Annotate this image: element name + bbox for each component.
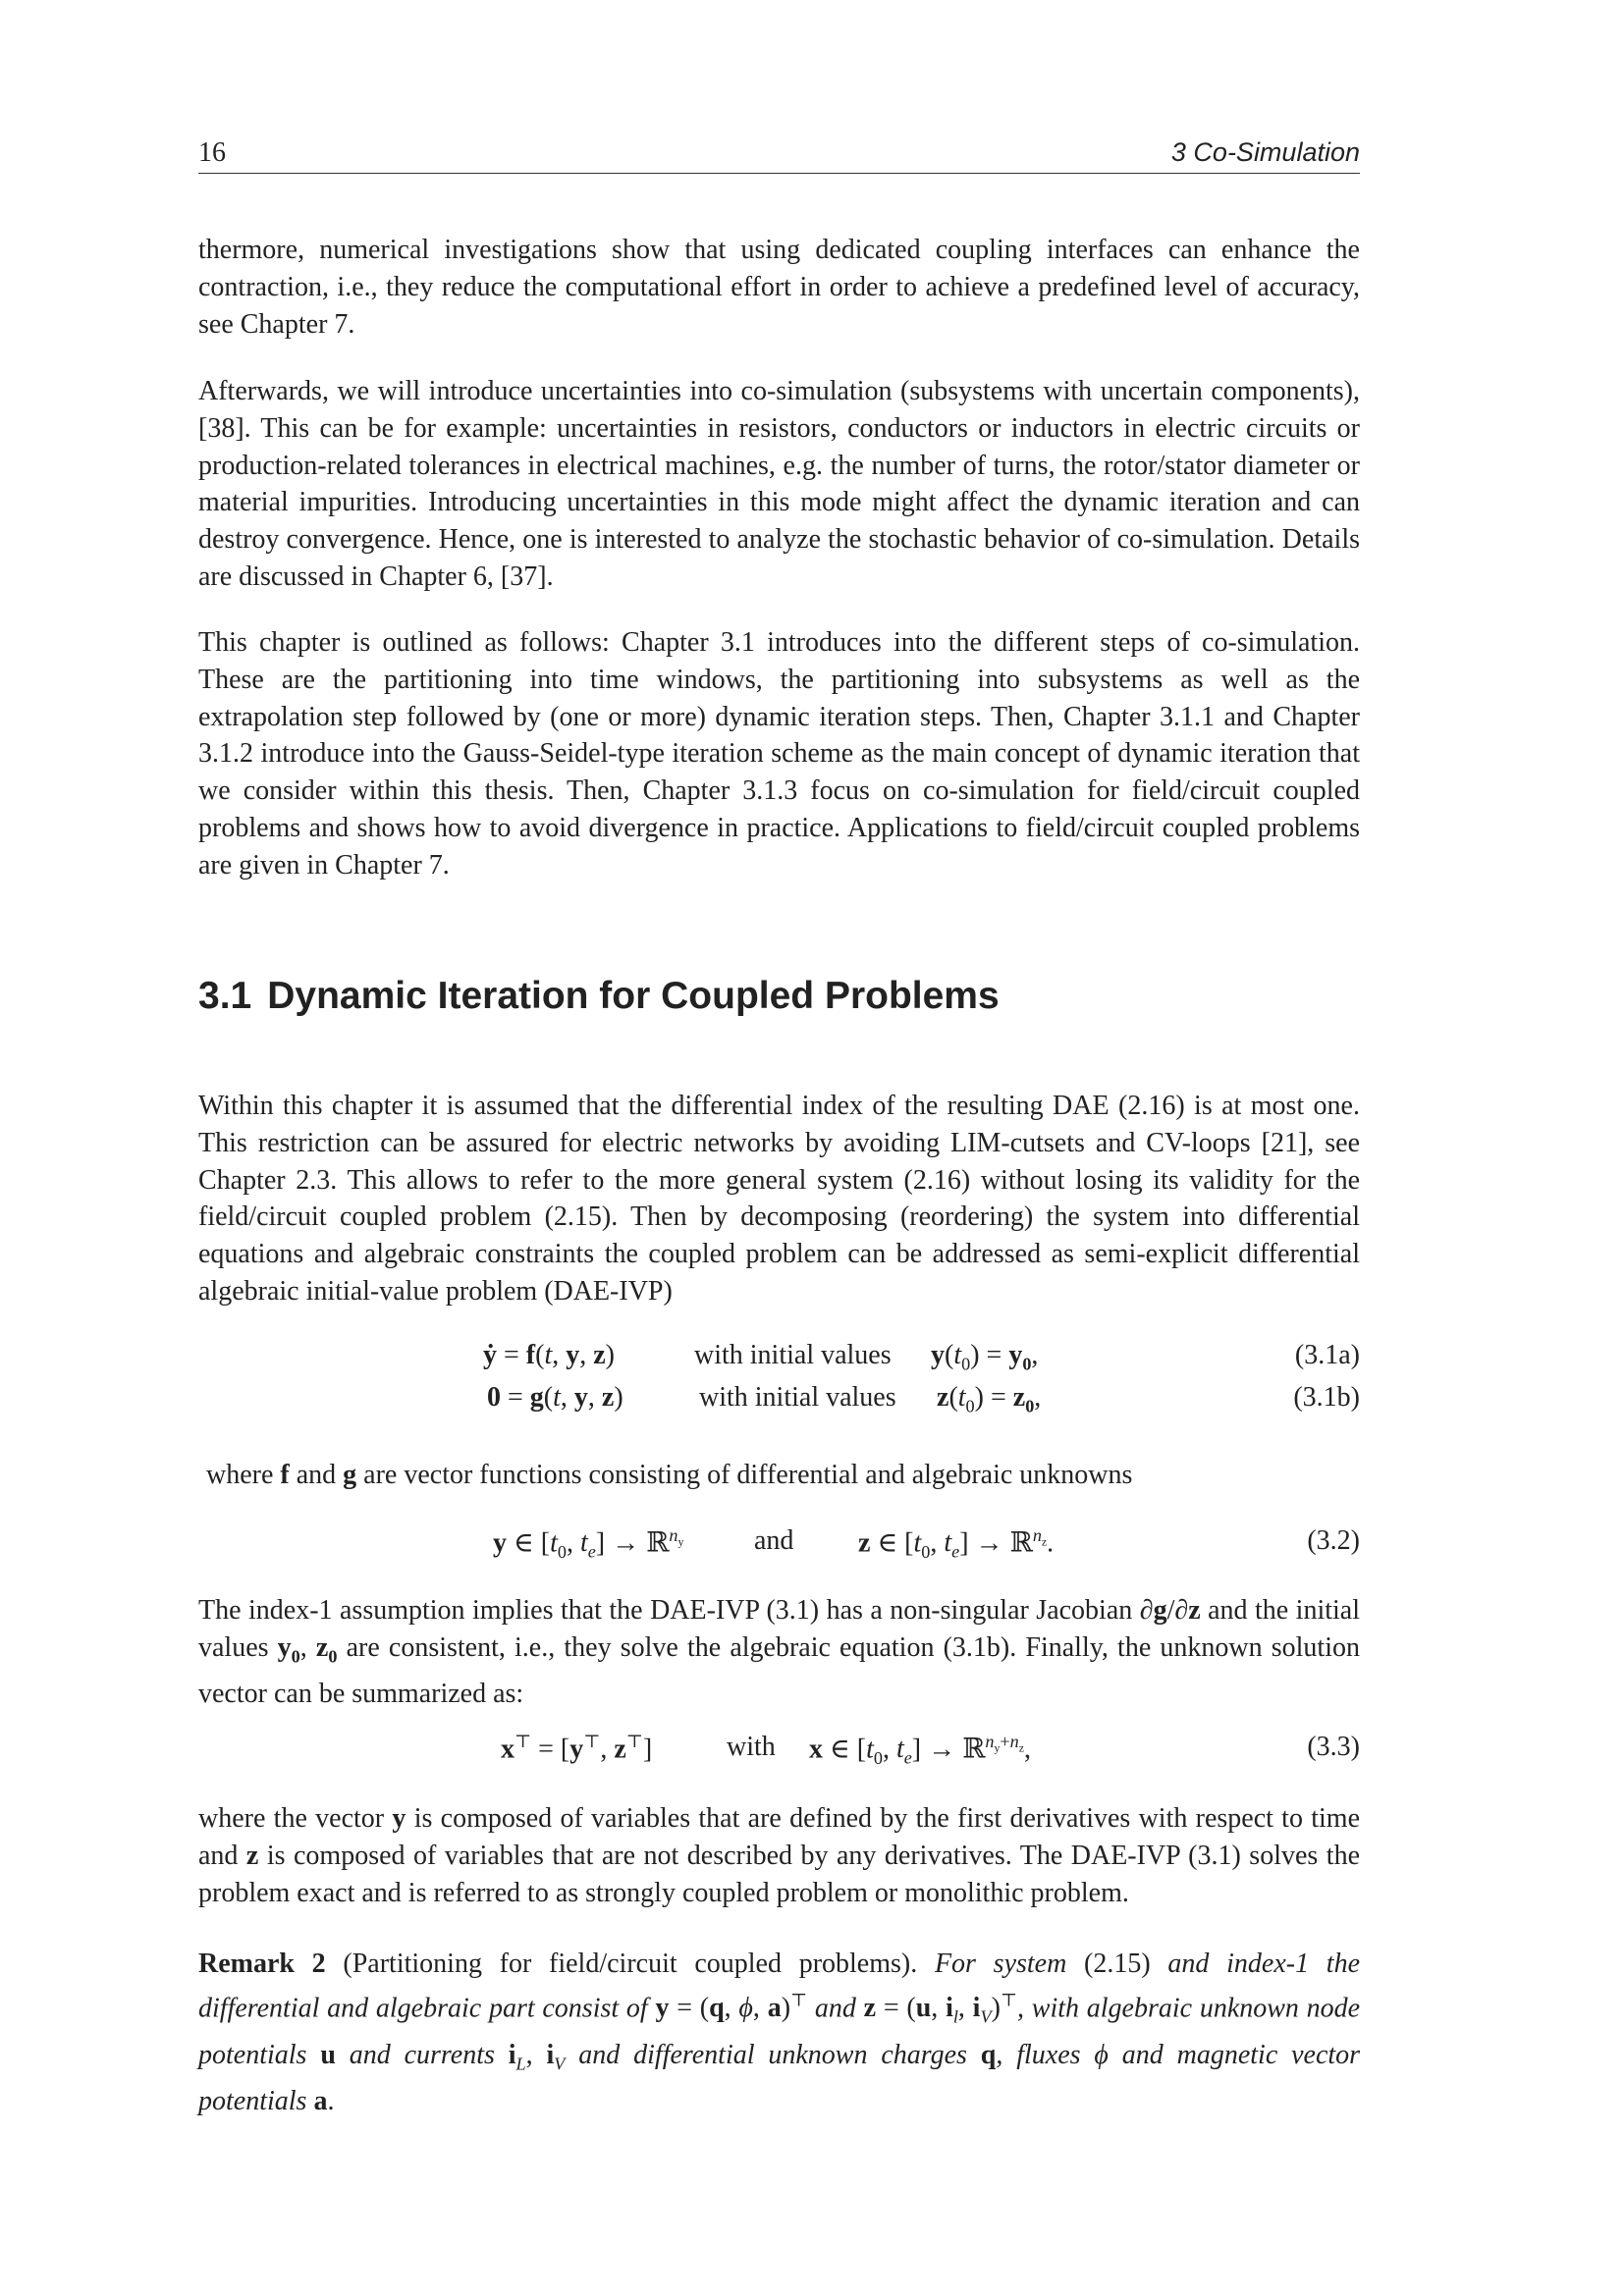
- p6-text-1: The index-1 assumption implies that the DAE-IVP (3.1) has a non-singular Jacobian: [198, 1595, 1133, 1626]
- remark-text-6: and differential unknown charges: [578, 2039, 967, 2070]
- eq-3-1b-text: with initial values: [699, 1382, 896, 1413]
- remark-text-1: For system: [934, 1949, 1067, 1979]
- remark-q: q: [980, 2039, 997, 2070]
- p5-text-1: where: [206, 1460, 274, 1490]
- eq-3-1b-tag: (3.1b): [1293, 1382, 1360, 1413]
- remark-a: a: [313, 2085, 328, 2116]
- paragraph-6: [198, 1592, 1360, 1713]
- remark-z-def: z = (u, $i_l$, $i_V)^⊤$: [863, 1990, 1018, 2027]
- eq-3-3-left: x⊤ = [y⊤, z⊤]: [501, 1732, 653, 1765]
- remark-text-7: , fluxes: [996, 2039, 1081, 2070]
- remark-phi: ϕ: [1094, 2039, 1109, 2070]
- remark-2: [198, 1946, 1360, 2120]
- equation-3-2: [198, 1525, 1360, 1565]
- p7-z: z: [245, 1840, 259, 1871]
- p5-text-2: and: [296, 1460, 337, 1490]
- p7-y: y: [392, 1803, 406, 1834]
- eq-3-2-and: and: [754, 1525, 794, 1556]
- remark-y-def: y = (q, ϕ, a)⊤: [655, 1990, 808, 2024]
- remark-text-8: and magnetic vector potentials: [198, 2039, 1361, 2116]
- remark-currents: $i_L$, $i_V$: [508, 2039, 566, 2074]
- eq-3-3-with: with: [727, 1732, 776, 1762]
- p6-text-2: and the initial values: [198, 1595, 1360, 1663]
- equation-3-3: [198, 1732, 1360, 1771]
- paragraph-5: [206, 1457, 1360, 1494]
- eq-3-2-tag: (3.2): [1307, 1525, 1360, 1556]
- p6-initial-values: $y_0$, $z_0$: [277, 1631, 338, 1667]
- eq-3-1a-tag: (3.1a): [1294, 1340, 1360, 1370]
- eq-3-1a-formula: ẏ = f(t, y, z): [483, 1340, 615, 1370]
- paragraph-1: thermore, numerical investigations show that using dedicated coupling interfaces can enhance the contraction, i.e., they reduce the computational effort in order to achieve a predefined level of accuracy, see Chapter 7.: [198, 235, 1360, 340]
- section-number: 3.1: [198, 975, 252, 1017]
- section-title-text: Dynamic Iteration for Coupled Problems: [267, 975, 1000, 1017]
- equation-3-1b: [198, 1382, 1360, 1421]
- equation-3-1a: [198, 1340, 1360, 1379]
- eq-3-1a-text: with initial values: [694, 1340, 892, 1370]
- p5-f: f: [280, 1460, 290, 1490]
- remark-ref: (2.15): [1084, 1949, 1151, 1979]
- remark-label: Remark 2: [198, 1949, 326, 1979]
- eq-3-3-tag: (3.3): [1307, 1732, 1360, 1762]
- p7-text-1: where the vector: [198, 1803, 385, 1834]
- chapter-title: 3 Co-Simulation: [1170, 137, 1360, 167]
- p5-text-3: are vector functions consisting of differential and algebraic unknowns: [363, 1460, 1133, 1490]
- p7-text-2: is composed of variables that are defined by the first derivatives with respect to time and: [198, 1803, 1361, 1871]
- page-number: 16: [198, 137, 226, 168]
- eq-3-2-right: z ∈ [$t_0$, $t_e$] → ℝ$^{n_z}$.: [858, 1525, 1055, 1562]
- eq-3-1b-formula: 0 = g(t, y, z): [487, 1382, 623, 1413]
- paragraph-4: Within this chapter it is assumed that the differential index of the resulting DAE (2.16) is at most one. This restriction can be assured for electric networks by avoiding LIM-cutsets and CV-loops [21], see Chapter 2.3. This allows to refer to the more general system (2.16) without losing its validity for the field/circuit coupled problem (2.15). Then by decomposing (reordering) the system into differential equations and algebraic constraints the coupled problem can be addressed as semi-explicit differential algebraic initial-value problem (DAE-IVP): [198, 1091, 1360, 1307]
- p5-g: g: [343, 1460, 357, 1490]
- remark-text-5: and currents: [349, 2039, 495, 2070]
- paragraph-7: [198, 1800, 1360, 1911]
- remark-text-9: .: [327, 2085, 335, 2116]
- eq-3-2-left: y ∈ [$t_0$, $t_e$] → ℝ$^{n_y}$: [493, 1525, 684, 1562]
- remark-text-4: , with algebraic unknown node potentials: [198, 1993, 1361, 2070]
- remark-text-3: and: [814, 1993, 856, 2024]
- remark-title: (Partitioning for field/circuit coupled problems).: [343, 1949, 918, 1979]
- p6-jacobian: ∂g/∂z: [1139, 1595, 1201, 1626]
- eq-3-1a-initial: $y(t_0) = y_0$,: [931, 1340, 1039, 1374]
- section-heading: [198, 975, 1000, 1018]
- p7-text-3: is composed of variables that are not described by any derivatives. The DAE-IVP (3.1) solves the problem exact and is referred to as strongly coupled problem or monolithic problem.: [198, 1840, 1361, 1908]
- running-head: [198, 133, 1360, 174]
- paragraph-3: This chapter is outlined as follows: Chapter 3.1 introduces into the different steps of co-simulation. These are the partitioning into time windows, the partitioning into subsystems as well as the extrapolation step followed by (one or more) dynamic iteration steps. Then, Chapter 3.1.1 and Chapter 3.1.2 introduce into the Gauss-Seidel-type iteration scheme as the main concept of dynamic iteration that we consider within this thesis. Then, Chapter 3.1.3 focus on co-simulation for field/circuit coupled problems and shows how to avoid divergence in practice. Applications to field/circuit coupled problems are given in Chapter 7.: [198, 627, 1360, 881]
- eq-3-3-right: x ∈ [$t_0$, $t_e$] → ℝ$^{n_y+n_z}$,: [809, 1732, 1032, 1768]
- remark-text-2: and index-1 the differential and algebraic part consist of: [198, 1949, 1361, 2024]
- remark-u: u: [320, 2039, 336, 2070]
- eq-3-1b-initial: $z(t_0) = z_0$,: [937, 1382, 1042, 1416]
- p6-text-3: are consistent, i.e., they solve the algebraic equation (3.1b). Finally, the unknown solution vector can be summarized as:: [198, 1631, 1360, 1710]
- paragraph-2: Afterwards, we will introduce uncertainties into co-simulation (subsystems with uncertain components), [38]. This can be for example: uncertainties in resistors, conductors or inductors in electric circuits or production-related tolerances in electrical machines, e.g. the number of turns, the rotor/stator diameter or material impurities. Introducing uncertainties in this mode might affect the dynamic iteration and can destroy convergence. Hence, one is interested to analyze the stochastic behavior of co-simulation. Details are discussed in Chapter 6, [37].: [198, 376, 1360, 592]
